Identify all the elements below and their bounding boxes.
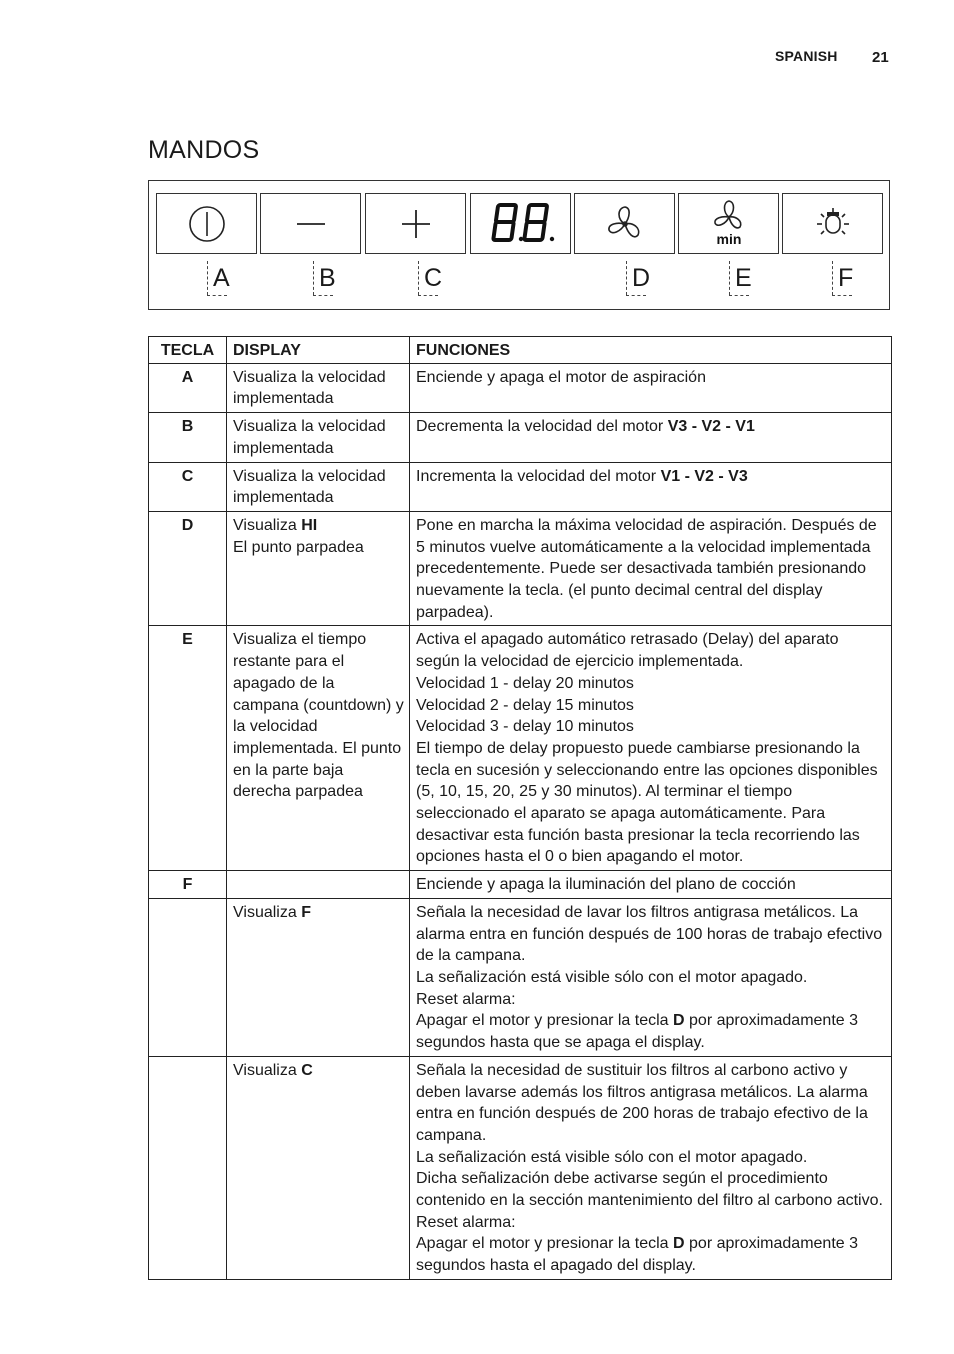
label-f: F [824,257,854,301]
row-key: B [149,413,227,462]
table-row [149,871,892,899]
label-b: B [305,257,335,301]
fan-icon [603,202,647,246]
row-functions: Activa el apagado automático retrasado (Delay) del aparato según la velocidad de ejercicio implementada. Velocidad 1 - delay 20 minutos Velocidad 2 - delay 15 minutos Velocidad 3 - delay 10 minutos El tiempo de delay propuesto puede cambiarse presionando la tecla en sucesión y seleccionando entre las opciones disponibles (5, 10, 15, 20, 25 y 30 minutos). Al terminar el tiempo seleccionado el aparato se apaga automáticamente. Para desactivar esta función basta presionar la tecla recorriendo las opciones hasta el 0 o bien apagando el motor. [410,626,892,871]
row-functions: Señala la necesidad de lavar los filtros antigrasa metálicos. La alarma entra en función después de 100 horas de trabajo efectivo de la campana. La señalización está visible sólo con el motor apagado. Reset alarma: Apagar el motor y presionar la tecla D por aproximadamente 3 segundos hasta que se apaga el display. [410,898,892,1056]
power-key [156,193,257,254]
label-e: E [721,257,751,301]
row-functions: Señala la necesidad de sustituir los filtros al carbono activo y deben lavarse además los filtros antigrasa metálicos. La alarma entra en función después de 200 horas de trabajo efectivo de la campana. La señalización está visible sólo con el motor apagado. Dicha señalización debe activarse según el procedimiento contenido en la sección mantenimiento del filtro al carbono activo. Reset alarma: Apagar el motor y presionar la tecla D por aproximadamente 3 segundos hasta el apagado del display. [410,1056,892,1279]
row-display: Visualiza C [227,1056,410,1279]
control-panel-diagram [148,180,890,310]
label-c: C [410,257,440,301]
fan-key [574,193,675,254]
row-functions: Decrementa la velocidad del motor V3 - V2 - V1 [410,413,892,462]
fan-min-key [678,193,779,254]
row-functions: Incrementa la velocidad del motor V1 - V2 - V3 [410,462,892,511]
light-icon [811,202,855,246]
light-key [782,193,883,254]
row-display [227,871,410,899]
header-tecla: TECLA [149,337,227,364]
row-display: Visualiza HI El punto parpadea [227,511,410,626]
functions-table [148,336,892,1280]
seven-segment-display [470,193,571,254]
minus-key [260,193,361,254]
table-header-row [149,337,892,364]
seven-segment-display-icon [479,199,563,249]
table-row [149,511,892,626]
page-title: MANDOS [148,136,260,164]
row-functions: Pone en marcha la máxima velocidad de aspiración. Después de 5 minutos vuelve automáticamente a la velocidad implementada precedentemente. Puede ser desactivada también presionando nuevamente la tecla. (el punto decimal central del display parpadea). [410,511,892,626]
table-row [149,413,892,462]
row-display: Visualiza el tiempo restante para el apagado de la campana (countdown) y la velocidad implementada. El punto en la parte baja derecha parpadea [227,626,410,871]
table-row [149,462,892,511]
table-row [149,626,892,871]
fan-min-icon [707,199,751,249]
table-row [149,898,892,1056]
page-number: 21 [872,49,889,66]
plus-icon [394,202,438,246]
row-display: Visualiza la velocidad implementada [227,462,410,511]
table-row [149,1056,892,1279]
row-functions: Enciende y apaga la iluminación del plano de cocción [410,871,892,899]
table-row [149,363,892,412]
row-key: E [149,626,227,871]
row-display: Visualiza la velocidad implementada [227,363,410,412]
header-display: DISPLAY [227,337,410,364]
fan-min-text: min [716,230,741,247]
header-funciones: FUNCIONES [410,337,892,364]
label-d: D [618,257,648,301]
label-a: A [199,257,229,301]
header-language: SPANISH [775,48,838,64]
row-functions: Enciende y apaga el motor de aspiración [410,363,892,412]
minus-icon [289,202,333,246]
power-icon [185,202,229,246]
plus-key [365,193,466,254]
row-display: Visualiza F [227,898,410,1056]
row-key: A [149,363,227,412]
row-key: F [149,871,227,899]
row-key [149,898,227,1056]
row-key: C [149,462,227,511]
row-key: D [149,511,227,626]
row-key [149,1056,227,1279]
row-display: Visualiza la velocidad implementada [227,413,410,462]
